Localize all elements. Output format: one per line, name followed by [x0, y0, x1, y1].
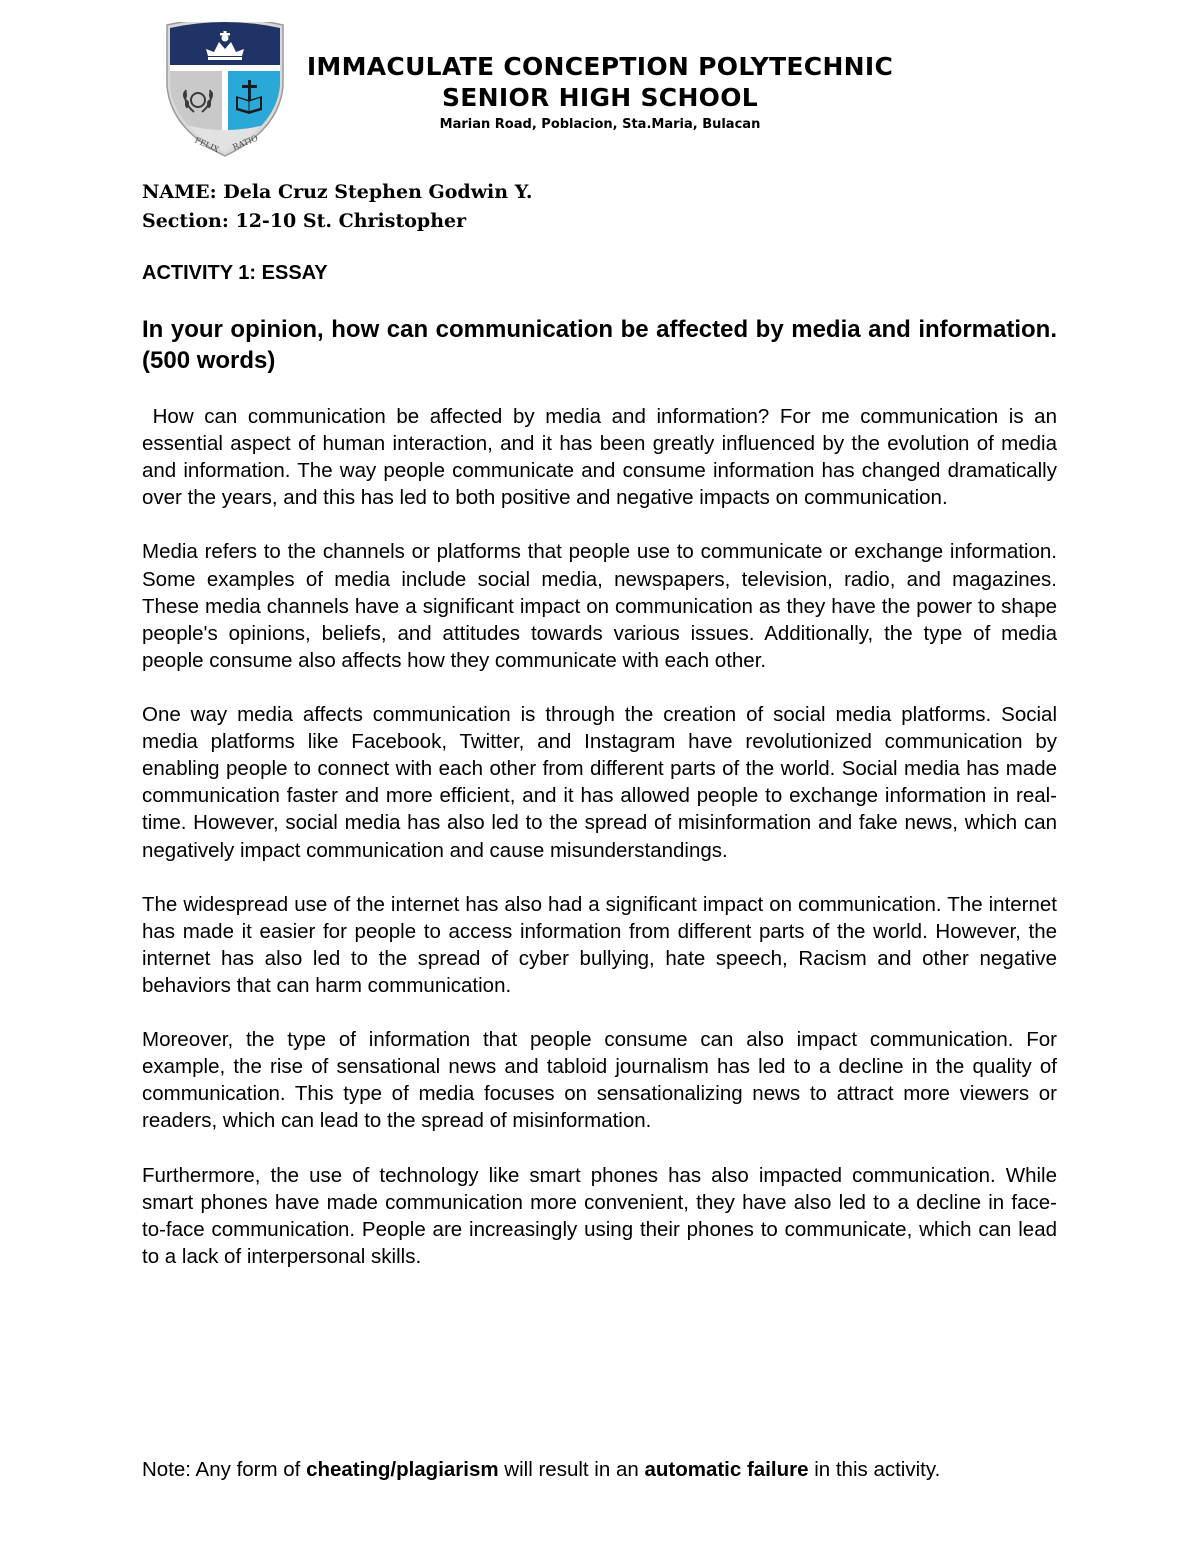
school-division: SENIOR HIGH SCHOOL	[442, 83, 758, 112]
note-emphasis-cheating: cheating/plagiarism	[306, 1458, 499, 1481]
school-header	[280, 52, 920, 134]
student-name: NAME: Dela Cruz Stephen Godwin Y.	[142, 181, 533, 203]
svg-text:RATIO: RATIO	[231, 133, 260, 152]
essay-paragraph: Furthermore, the use of technology like smart phones has also impacted communication. While smart phones have made communication more convenient, they have also led to a decline in face-to-face communication. People are increasingly using their phones to communicate, which can lead to a lack of interpersonal skills.	[142, 1163, 1057, 1268]
school-address: Marian Road, Poblacion, Sta.Maria, Bulacan	[439, 117, 761, 132]
essay-paragraph: How can communication be affected by media and information? For me communication is an essential aspect of human interaction, and it has been greatly influenced by the evolution of media and information. The way people communicate and consume information has changed dramatically over the years, and this has led to both positive and negative impacts on communication.	[142, 405, 1063, 510]
school-name: IMMACULATE CONCEPTION POLYTECHNIC	[306, 52, 894, 81]
note-emphasis-failure: automatic failure	[644, 1458, 809, 1481]
essay-paragraph: One way media affects communication is through the creation of social media platforms. Social media platforms like Facebook, Twitter, and Instagram have revolutionized communication by enabling people to connect with each other from different parts of the world. Social media has made communication faster and more efficient, and it has allowed people to exchange information in real-time. However, social media has also led to the spread of misinformation and fake news, which can negatively impact communication and cause misunderstandings.	[142, 703, 1057, 862]
essay-prompt: In your opinion, how can communication be affected by media and information. (500 words)	[142, 316, 1057, 374]
essay-paragraph: Media refers to the channels or platforms that people use to communicate or exchange information. Some examples of media include social media, newspapers, television, radio, and magazines. These media channels have a significant impact on communication as they have the power to shape people's opinions, beliefs, and attitudes towards various issues. Additionally, the type of media people consume also affects how they communicate with each other.	[142, 540, 1057, 672]
student-section: Section: 12-10 St. Christopher	[142, 210, 467, 232]
note-middle: will result in an	[498, 1458, 645, 1481]
essay-paragraph: Moreover, the type of information that people consume can also impact communication. For example, the rise of sensational news and tabloid journalism has led to a decline in the quality of communication. This type of media focuses on sensationalizing news to attract more viewers or readers, which can lead to the spread of misinformation.	[142, 1028, 1057, 1133]
essay-body	[142, 403, 1063, 1297]
plagiarism-note	[142, 1456, 1058, 1483]
essay-paragraph: The widespread use of the internet has also had a significant impact on communication. The internet has made it easier for people to access information from different parts of the world. However, the internet has also led to the spread of cyber bullying, hate speech, Racism and other negative behaviors that can harm communication.	[142, 892, 1057, 997]
school-crest-logo	[164, 22, 286, 158]
note-suffix: in this activity.	[808, 1458, 941, 1481]
activity-title: ACTIVITY 1: ESSAY	[142, 262, 328, 284]
svg-text:FELIX: FELIX	[193, 135, 221, 155]
note-prefix: Note: Any form of	[142, 1458, 307, 1481]
student-info	[142, 178, 532, 236]
